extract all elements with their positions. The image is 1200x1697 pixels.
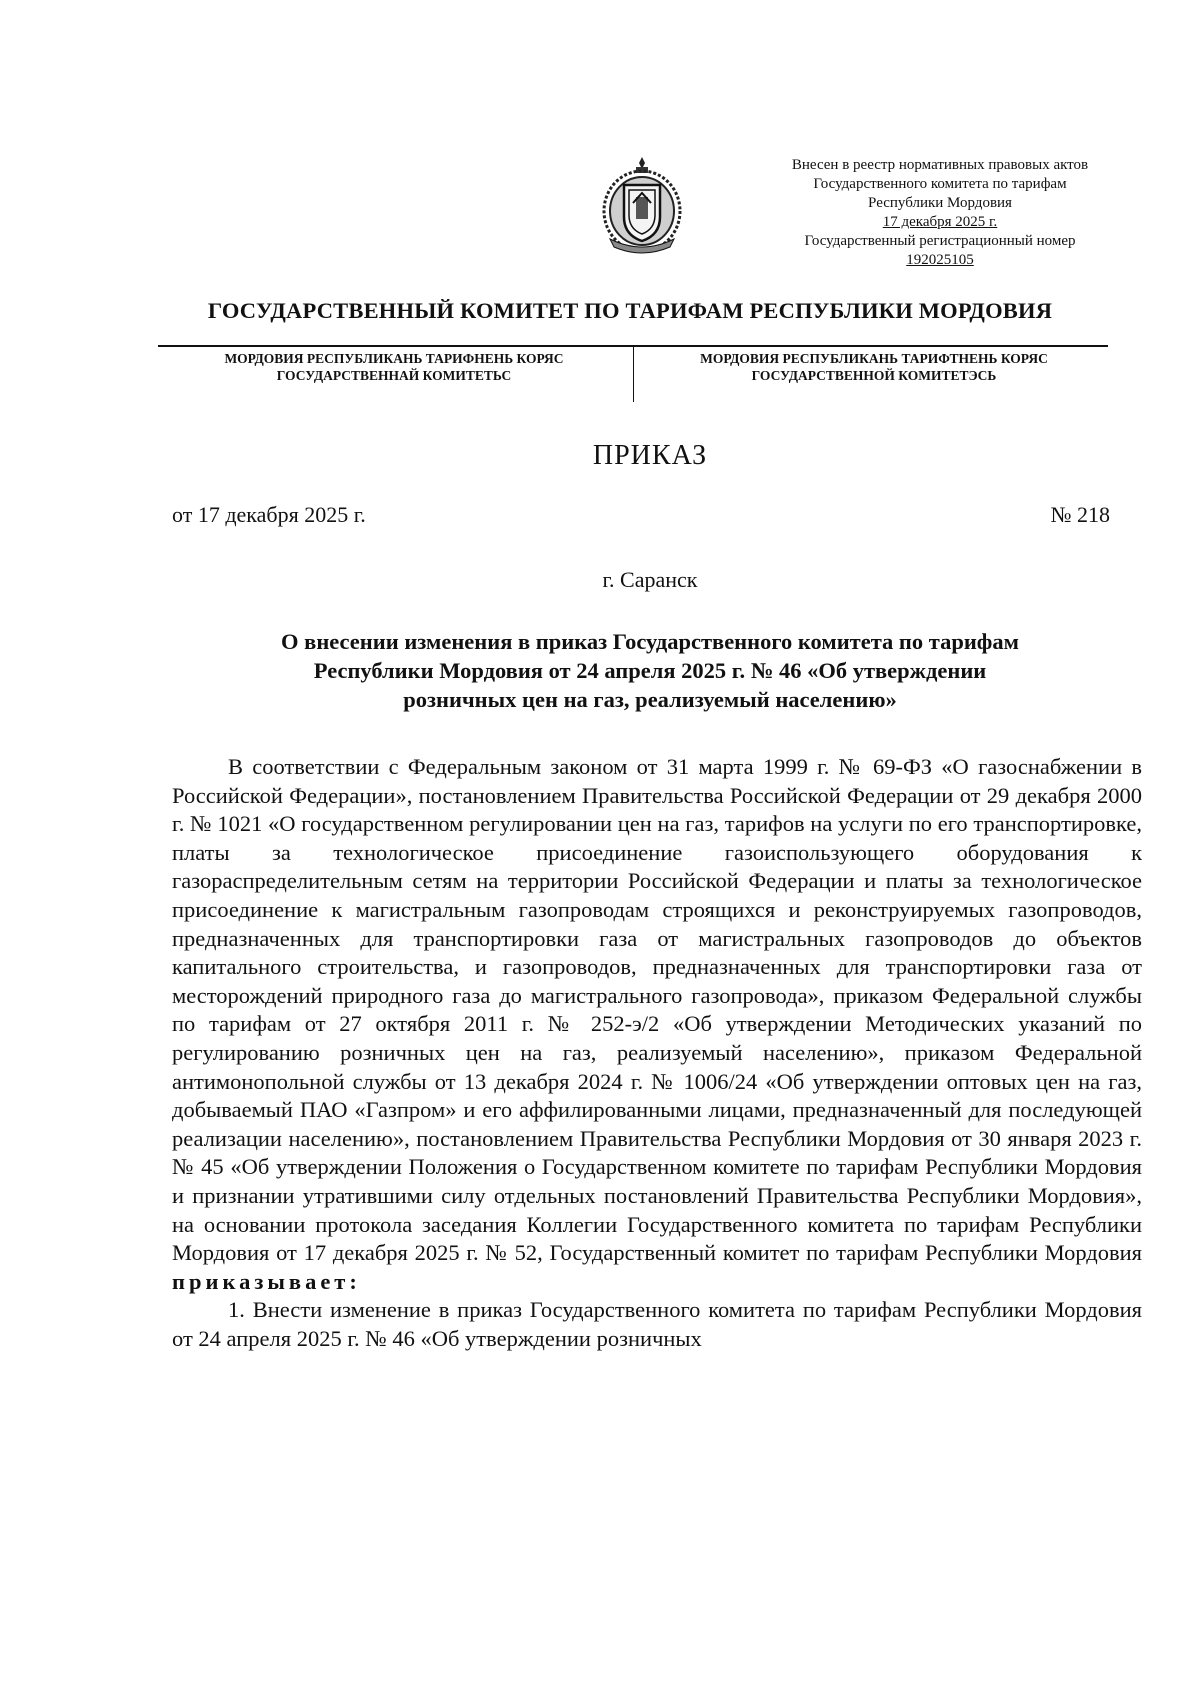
body-paragraph: 1. Внести изменение в приказ Государственного комитета по тарифам Республики Мордовия от 24 апреля 2025 г. № 46 «Об утверждении розничных [172, 1297, 1142, 1351]
body-paragraph [172, 753, 1142, 1296]
order-date: от 17 декабря 2025 г. [172, 502, 366, 527]
committee-name-erzya [640, 350, 1108, 384]
registry-line: Государственный регистрационный номер [804, 233, 1076, 249]
committee-name-line: МОРДОВИЯ РЕСПУБЛИКАНЬ ТАРИФНЕНЬ КОРЯС [224, 351, 564, 366]
order-body [172, 753, 1142, 1353]
order-city: г. Саранск [602, 567, 698, 592]
registry-date: 17 декабря 2025 г. [882, 214, 998, 230]
subject-line: Республики Мордовия от 24 апреля 2025 г. № 46 «Об утверждении [313, 658, 987, 683]
document-type: ПРИКАЗ [592, 440, 708, 471]
coat-of-arms-icon [600, 155, 684, 255]
order-subject [180, 627, 1120, 714]
registry-line: Государственного комитета по тарифам [813, 176, 1067, 192]
committee-name-moksha [160, 350, 628, 384]
header-vertical-divider [633, 346, 634, 402]
subject-line: О внесении изменения в приказ Государственного комитета по тарифам [281, 629, 1019, 654]
registry-note [740, 156, 1140, 270]
committee-name-line: ГОСУДАРСТВЕННОЙ КОМИТЕТЭСЬ [751, 368, 997, 383]
registry-number: 192025105 [906, 252, 974, 268]
committee-name-line: МОРДОВИЯ РЕСПУБЛИКАНЬ ТАРИФТНЕНЬ КОРЯС [700, 351, 1048, 366]
registry-line: Республики Мордовия [868, 195, 1012, 211]
orders-word: приказывает [172, 1268, 350, 1294]
orders-colon: : [349, 1268, 357, 1294]
committee-name-line: ГОСУДАРСТВЕННАЙ КОМИТЕТЬС [276, 368, 512, 383]
order-number: № 218 [1050, 502, 1110, 527]
preamble-text: В соответствии с Федеральным законом от 31 марта 1999 г. № 69-ФЗ «О газоснабжении в Российской Федерации», постановлением Правительства Российской Федерации от 29 декабря 2000 г. № 1021 «О государственном регулировании цен на газ, тарифов на услуги по его транспортировке, платы за технологическое присоединение газоиспользующего оборудования к газораспределительным сетям на территории Российской Федерации и платы за технологическое присоединение к магистральным газопроводам строящихся и реконструируемых газопроводов, предназначенных для транспортировки газа от магистральных газопроводов до объектов капитального строительства, и газопроводов, предназначенных для транспортировки газа от месторождений природного газа до магистрального газопровода», приказом Федеральной службы по тарифам от 27 октября 2011 г. № 252-э/2 «Об утверждении Методических указаний по регулированию розничных цен на газ, реализуемый населению», приказом Федеральной антимонопольной службы от 13 декабря 2024 г. № 1006/24 «Об утверждении оптовых цен на газ, добываемый ПАО «Газпром» и его аффилированными лицами, предназначенный для последующей реализации населению», постановлением Правительства Республики Мордовия от 30 января 2023 г. № 45 «Об утверждении Положения о Государственном комитете по тарифам Республики Мордовия и признании утратившими силу отдельных постановлений Правительства Республики Мордовия», на основании протокола заседания Коллегии Государственного комитета по тарифам Республики Мордовия от 17 декабря 2025 г. № 52, Государственный комитет по тарифам Республики Мордовия [172, 754, 1142, 1266]
subject-line: розничных цен на газ, реализуемый населению» [403, 687, 897, 712]
committee-title: ГОСУДАРСТВЕННЫЙ КОМИТЕТ ПО ТАРИФАМ РЕСПУБЛИКИ МОРДОВИЯ [207, 298, 1053, 323]
registry-line: Внесен в реестр нормативных правовых актов [791, 157, 1089, 173]
